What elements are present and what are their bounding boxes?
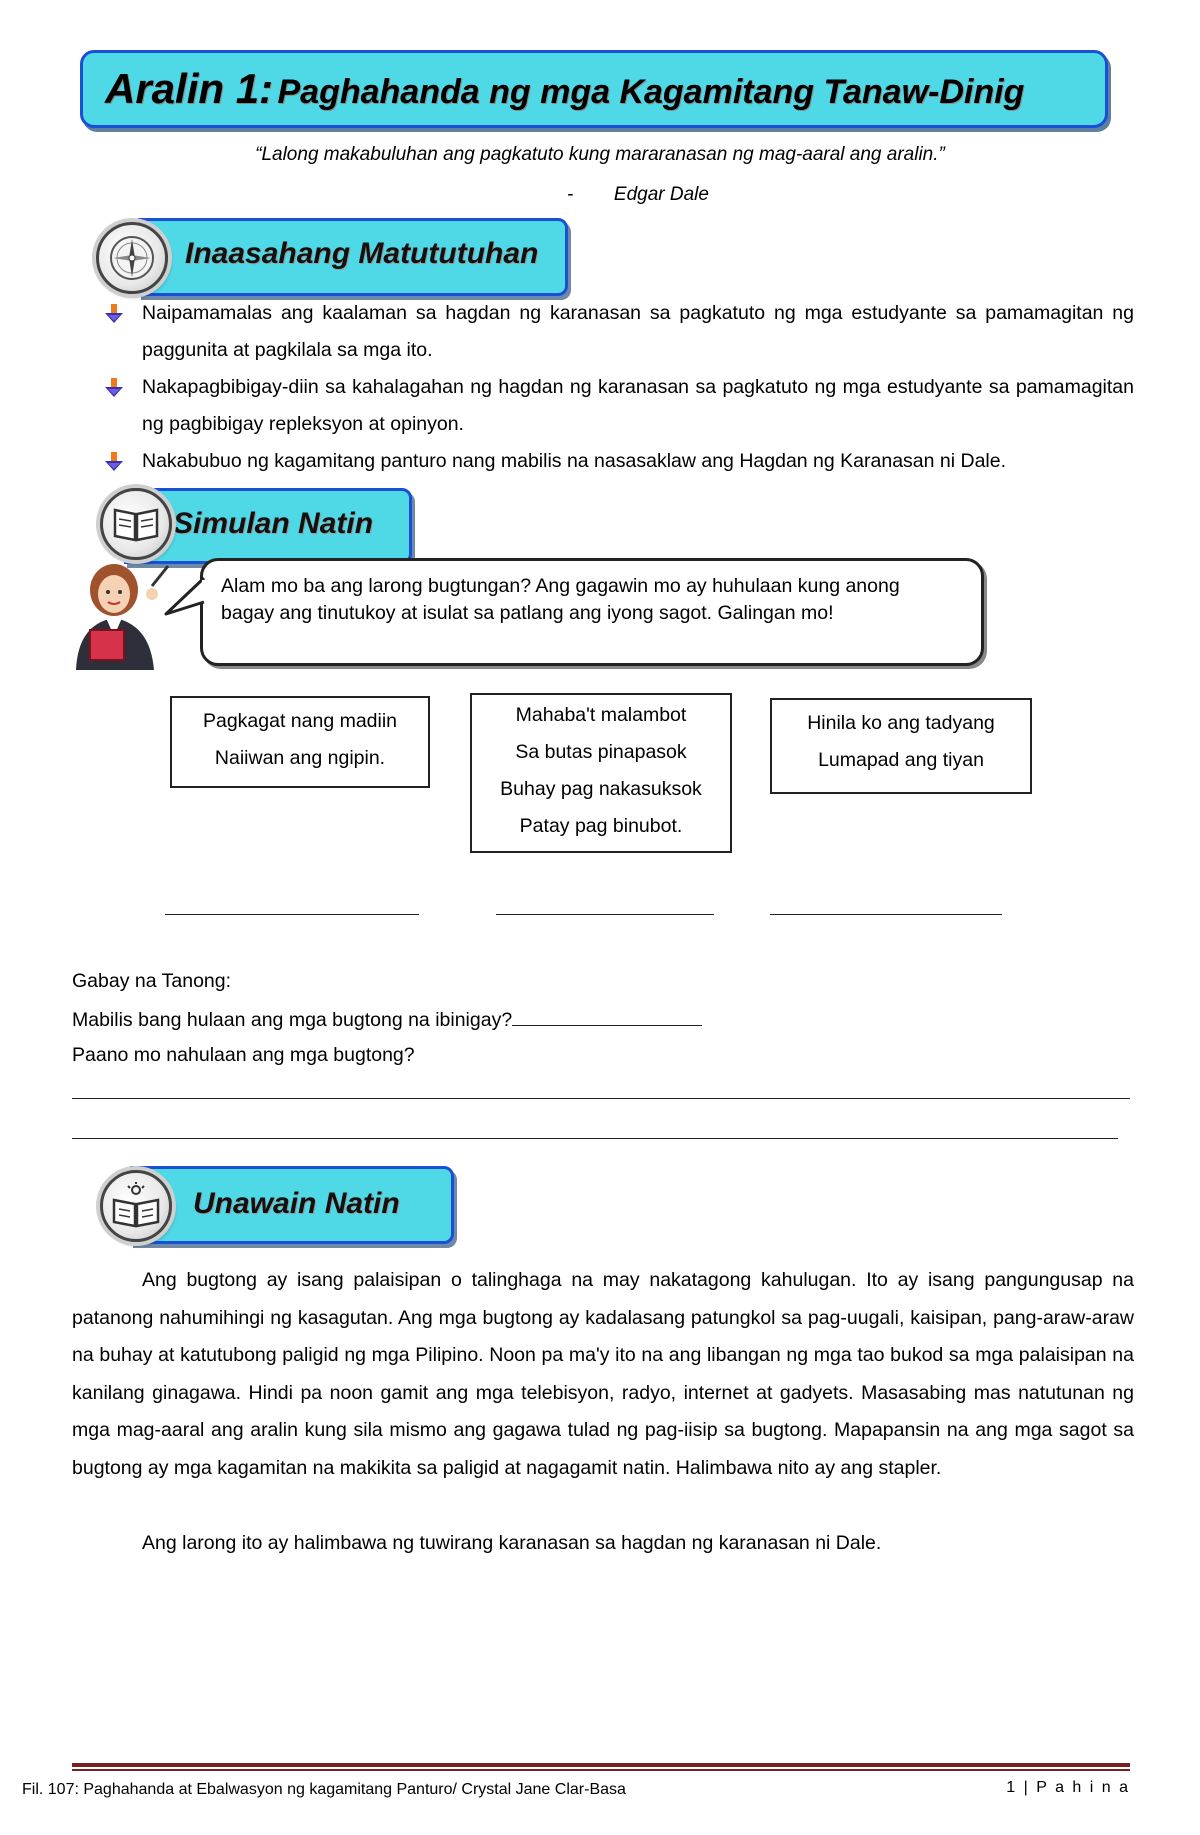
lesson-title: Paghahanda ng mga Kagamitang Tanaw-Dinig (277, 73, 1025, 111)
footer-rule (72, 1769, 1130, 1771)
objectives-list (104, 295, 1134, 480)
footer-rule (72, 1763, 1130, 1767)
riddle-line: Naiiwan ang ngipin. (214, 747, 386, 769)
riddle-line: Buhay pag nakasuksok (500, 778, 702, 800)
guide-question-1 (72, 1007, 702, 1032)
page-separator: | (1023, 1779, 1030, 1796)
answer-blank[interactable] (165, 914, 419, 915)
arrow-bullet-icon (104, 378, 124, 398)
objective-text: Nakabubuo ng kagamitang panturo nang mabilis na nasasaklaw ang Hagdan ng Karanasan ni Dale. (142, 450, 1007, 472)
title-banner (80, 50, 1108, 128)
quote-author (567, 184, 709, 206)
riddle-box (470, 693, 732, 853)
section-expected-header (138, 218, 568, 296)
objective-text: Nakapagbibigay-diin sa kahalagahan ng hagdan ng karanasan sa pagkatuto ng mga estudyante sa pamamagitan ng pagbibigay repleksyon at opinyon. (142, 376, 1134, 435)
answer-blank[interactable] (512, 1007, 702, 1026)
list-item (104, 443, 1134, 480)
list-item (104, 369, 1134, 443)
speech-bubble (200, 558, 984, 666)
bubble-text: Alam mo ba ang larong bugtungan? Ang gagawin mo ay huhulaan kung anong bagay ang tinutukoy at isulat sa patlang ang iyong sagot. Galingan mo! (221, 575, 900, 624)
teacher-icon (68, 560, 178, 670)
arrow-bullet-icon (104, 452, 124, 472)
open-book-icon (100, 1170, 172, 1242)
objective-text: Naipamamalas ang kaalaman sa hagdan ng karanasan sa pagkatuto ng mga estudyante sa pamamagitan ng paggunita at pagkilala sa mga ito. (142, 302, 1134, 361)
riddle-line: Pagkagat nang madiin (202, 710, 398, 732)
footer-course: Fil. 107: Paghahanda at Ebalwasyon ng kagamitang Panturo/ Crystal Jane Clar-Basa (22, 1781, 626, 1798)
answer-line[interactable] (72, 1138, 1118, 1139)
page-label: P a h i n a (1036, 1779, 1130, 1796)
list-item (104, 295, 1134, 369)
riddle-line: Patay pag binubot. (519, 815, 683, 837)
guide-heading: Gabay na Tanong: (72, 970, 232, 992)
quote-author-name: Edgar Dale (613, 184, 709, 205)
section-expected-title: Inaasahang Matututuhan (185, 237, 539, 270)
answer-line[interactable] (72, 1098, 1130, 1099)
page-title (105, 65, 1024, 113)
compass-icon (96, 222, 168, 294)
answer-blank[interactable] (496, 914, 714, 915)
lesson-number: Aralin 1: (105, 65, 274, 112)
section-start-title: Simulan Natin (173, 507, 374, 540)
body-paragraph: Ang bugtong ay isang palaisipan o talinghaga na may nakatagong kahulugan. Ito ay isang pangungusap na patanong nahumihingi ng kasagutan. Ang mga bugtong ay kadalasang patungkol sa pag-uugali, kaisipan, pang-araw-araw na buhay at katutubong paligid ng mga Pilipino. Noon pa ma'y ito na ang libangan ng mga tao bukod sa mga palaisipan na kanilang ginagawa. Hindi pa noon gamit ang mga telebisyon, radyo, internet at gadyets. Masasabing mas natutunan ng mga mag-aaral ang aralin kung sila mismo ang gagawa tulad ng pag-iisip sa bugtong. Mapapansin na ang mga sagot sa bugtong ay mga kagamitan na makikita sa paligid at nagagamit natin. Halimbawa nito ay ang stapler. (72, 1269, 1134, 1479)
section-understand-header (130, 1166, 454, 1244)
riddle-box (170, 696, 430, 788)
arrow-bullet-icon (104, 304, 124, 324)
riddle-line: Lumapad ang tiyan (818, 749, 984, 771)
answer-blank[interactable] (770, 914, 1002, 915)
riddle-line: Sa butas pinapasok (515, 741, 687, 763)
page-number: 1 (1006, 1779, 1018, 1796)
quote-text: “Lalong makabuluhan ang pagkatuto kung mararanasan ng mag-aaral ang aralin.” (255, 144, 945, 165)
bubble-tail (164, 576, 206, 626)
guide-question-2: Paano mo nahulaan ang mga bugtong? (72, 1044, 415, 1066)
riddle-box (770, 698, 1032, 794)
book-icon (100, 488, 172, 560)
section-understand-title: Unawain Natin (193, 1187, 400, 1220)
riddle-line: Hinila ko ang tadyang (807, 712, 995, 734)
riddle-line: Mahaba't malambot (515, 704, 687, 726)
guide-question-1-text: Mabilis bang hulaan ang mga bugtong na ibinigay? (72, 1009, 513, 1031)
quote-dash: - (567, 184, 574, 205)
body-paragraph: Ang larong ito ay halimbawa ng tuwirang karanasan sa hagdan ng karanasan ni Dale. (142, 1532, 882, 1554)
footer-page (1006, 1779, 1130, 1797)
